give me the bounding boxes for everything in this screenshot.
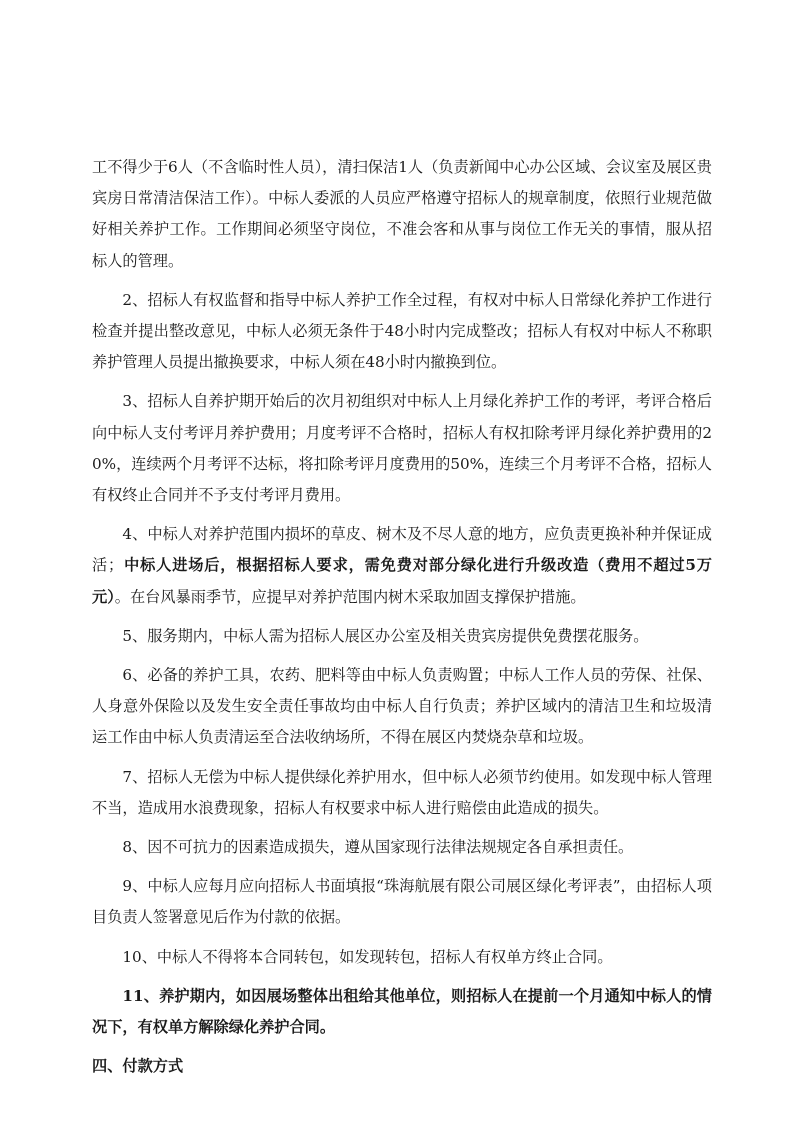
- paragraph-item-11: 11、养护期内，如因展场整体出租给其他单位，则招标人在提前一个月通知中标人的情况下，有权单方解除绿化养护合同。: [92, 986, 712, 1037]
- section-heading-payment: 四、付款方式: [92, 1057, 184, 1076]
- paragraph-item-6: 6、必备的养护工具，农药、肥料等由中标人负责购置；中标人工作人员的劳保、社保、人身意外保险以及发生安全责任事故均由中标人自行负责；养护区域内的清洁卫生和垃圾清运工作由中标人负责清运至合法收纳场所，不得在展区内焚烧杂草和垃圾。: [92, 666, 712, 747]
- paragraph-item-10: 10、中标人不得将本合同转包，如发现转包，招标人有权单方终止合同。: [122, 947, 613, 966]
- paragraph-item-9: 9、中标人应每月应向招标人书面填报“珠海航展有限公司展区绿化考评表”，由招标人项目负责人签署意见后作为付款的依据。: [92, 877, 712, 927]
- paragraph-staffing: 工不得少于6人（不含临时性人员），清扫保洁1人（负责新闻中心办公区域、会议室及展区贵宾房日常清洁保洁工作）。中标人委派的人员应严格遵守招标人的规章制度，依照行业规范做好相关养护工作。工作期间必须坚守岗位，不准会客和从事与岗位工作无关的事情，服从招标人的管理。: [92, 158, 712, 270]
- paragraph-item-4: [92, 519, 712, 613]
- item-4-bold-text: 中标人进场后，根据招标人要求，需免费对部分绿化进行升级改造（费用不超过5万元）: [92, 556, 712, 606]
- paragraph-item-3: 3、招标人自养护期开始后的次月初组织对中标人上月绿化养护工作的考评，考评合格后向中标人支付考评月养护费用；月度考评不合格时，招标人有权扣除考评月绿化养护费用的20%，连续两个月考评不达标，将扣除考评月度费用的50%，连续三个月考评不合格，招标人有权终止合同并不予支付考评月费用。: [92, 392, 712, 505]
- paragraph-item-5: 5、服务期内，中标人需为招标人展区办公室及相关贵宾房提供免费摆花服务。: [122, 626, 649, 645]
- document-page: [92, 152, 712, 1082]
- paragraph-item-2: 2、招标人有权监督和指导中标人养护工作全过程，有权对中标人日常绿化养护工作进行检查并提出整改意见，中标人必须无条件于48小时内完成整改；招标人有权对中标人不称职养护管理人员提出撤换要求，中标人须在48小时内撤换到位。: [92, 290, 712, 372]
- item-4-text-after: 。在台风暴雨季节，应提早对养护范围内树木采取加固支撑保护措施。: [114, 587, 586, 606]
- paragraph-item-7: 7、招标人无偿为中标人提供绿化养护用水，但中标人必须节约使用。如发现中标人管理不当，造成用水浪费现象，招标人有权要求中标人进行赔偿由此造成的损失。: [92, 767, 712, 817]
- item-4-text-before: 4、中标人对养护范围内损坏的草皮、树木及不尽人意的地方，应负责更换补种并保证成活；: [92, 525, 712, 575]
- paragraph-item-8: 8、因不可抗力的因素造成损失，遵从国家现行法律法规规定各自承担责任。: [122, 838, 634, 857]
